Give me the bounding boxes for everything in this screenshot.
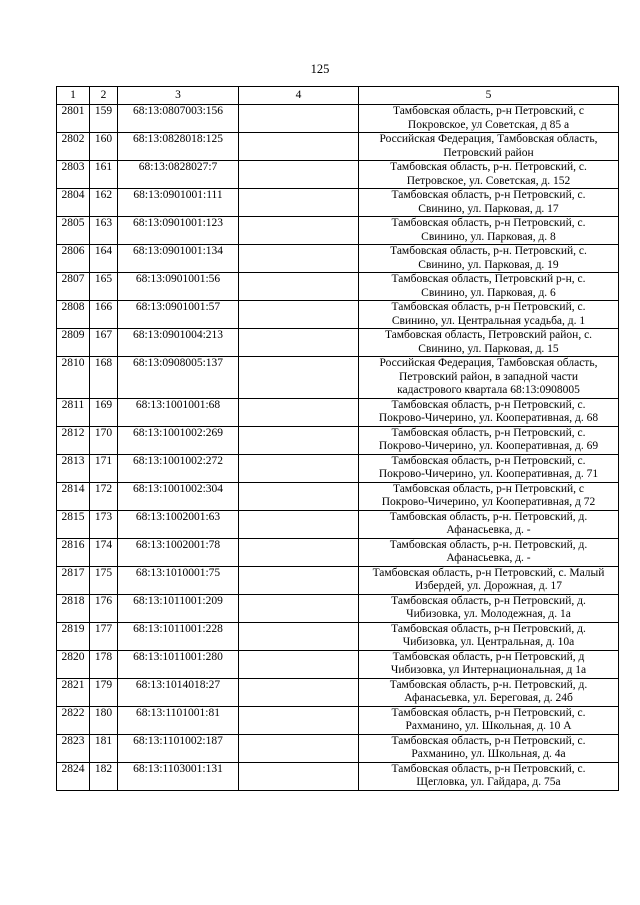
address-cell: Тамбовская область, р-н Петровский, с. Малый Избердей, ул. Дорожная, д. 17 (359, 566, 619, 594)
column-4-cell (239, 133, 359, 161)
row-number-cell: 2801 (57, 105, 90, 133)
row-index-cell: 172 (90, 482, 118, 510)
address-cell: Тамбовская область, р-н Петровский, д. Чибизовка, ул. Молодежная, д. 1а (359, 594, 619, 622)
address-cell: Тамбовская область, р-н Петровский, д Чибизовка, ул Интернациональная, д 1а (359, 650, 619, 678)
row-index-cell: 159 (90, 105, 118, 133)
column-4-cell (239, 454, 359, 482)
table-header-row (57, 87, 619, 105)
table-row (57, 217, 619, 245)
address-cell: Тамбовская область, р-н. Петровский, д. Афанасьевка, д. - (359, 510, 619, 538)
column-4-cell (239, 650, 359, 678)
row-number-cell: 2808 (57, 301, 90, 329)
column-4-cell (239, 594, 359, 622)
column-4-cell (239, 734, 359, 762)
row-index-cell: 165 (90, 273, 118, 301)
cadastral-number-cell: 68:13:1103001:131 (118, 762, 239, 790)
address-cell: Российская Федерация, Тамбовская область, Петровский район (359, 133, 619, 161)
row-number-cell: 2814 (57, 482, 90, 510)
row-number-cell: 2803 (57, 161, 90, 189)
row-index-cell: 168 (90, 357, 118, 399)
cadastral-number-cell: 68:13:0828027:7 (118, 161, 239, 189)
cadastral-number-cell: 68:13:1002001:78 (118, 538, 239, 566)
cadastral-number-cell: 68:13:0908005:137 (118, 357, 239, 399)
table-row (57, 622, 619, 650)
address-cell: Тамбовская область, р-н Петровский, с. Щегловка, ул. Гайдара, д. 75а (359, 762, 619, 790)
address-cell: Тамбовская область, р-н. Петровский, с. Петровское, ул. Советская, д. 152 (359, 161, 619, 189)
address-cell: Тамбовская область, р-н Петровский, с Покрово-Чичерино, ул Кооперативная, д 72 (359, 482, 619, 510)
table-row (57, 133, 619, 161)
column-4-cell (239, 357, 359, 399)
header-col-2: 2 (90, 87, 118, 105)
table-row (57, 301, 619, 329)
cadastral-number-cell: 68:13:0901004:213 (118, 329, 239, 357)
cadastral-number-cell: 68:13:1101001:81 (118, 706, 239, 734)
cadastral-number-cell: 68:13:0901001:57 (118, 301, 239, 329)
row-index-cell: 181 (90, 734, 118, 762)
header-col-3: 3 (118, 87, 239, 105)
cadastral-number-cell: 68:13:0901001:56 (118, 273, 239, 301)
cadastral-number-cell: 68:13:0828018:125 (118, 133, 239, 161)
cadastral-number-cell: 68:13:0901001:123 (118, 217, 239, 245)
row-number-cell: 2820 (57, 650, 90, 678)
table-row (57, 426, 619, 454)
address-cell: Тамбовская область, р-н Петровский, с. Свинино, ул. Центральная усадьба, д. 1 (359, 301, 619, 329)
row-index-cell: 162 (90, 189, 118, 217)
address-cell: Тамбовская область, р-н. Петровский, д. Афанасьевка, ул. Береговая, д. 24б (359, 678, 619, 706)
column-4-cell (239, 678, 359, 706)
address-cell: Тамбовская область, р-н Петровский, с. Рахманино, ул. Школьная, д. 10 А (359, 706, 619, 734)
row-index-cell: 176 (90, 594, 118, 622)
registry-table (56, 86, 619, 791)
header-col-5: 5 (359, 87, 619, 105)
table-row (57, 762, 619, 790)
table-row (57, 105, 619, 133)
row-number-cell: 2819 (57, 622, 90, 650)
cadastral-number-cell: 68:13:1002001:63 (118, 510, 239, 538)
column-4-cell (239, 538, 359, 566)
table-row (57, 273, 619, 301)
column-4-cell (239, 622, 359, 650)
table-row (57, 706, 619, 734)
row-index-cell: 164 (90, 245, 118, 273)
row-number-cell: 2807 (57, 273, 90, 301)
row-number-cell: 2823 (57, 734, 90, 762)
table-row (57, 594, 619, 622)
table-row (57, 329, 619, 357)
cadastral-number-cell: 68:13:0901001:111 (118, 189, 239, 217)
column-4-cell (239, 189, 359, 217)
cadastral-number-cell: 68:13:1001001:68 (118, 398, 239, 426)
address-cell: Тамбовская область, р-н Петровский, с. Покрово-Чичерино, ул. Кооперативная, д. 69 (359, 426, 619, 454)
row-number-cell: 2822 (57, 706, 90, 734)
address-cell: Тамбовская область, р-н Петровский, д. Чибизовка, ул. Центральная, д. 10а (359, 622, 619, 650)
cadastral-number-cell: 68:13:1001002:304 (118, 482, 239, 510)
row-index-cell: 163 (90, 217, 118, 245)
column-4-cell (239, 245, 359, 273)
table-row (57, 454, 619, 482)
address-cell: Российская Федерация, Тамбовская область, Петровский район, в западной части кадастрового квартала 68:13:0908005 (359, 357, 619, 399)
row-number-cell: 2804 (57, 189, 90, 217)
row-index-cell: 182 (90, 762, 118, 790)
table-row (57, 566, 619, 594)
row-index-cell: 160 (90, 133, 118, 161)
cadastral-number-cell: 68:13:1014018:27 (118, 678, 239, 706)
address-cell: Тамбовская область, р-н Петровский, с. Свинино, ул. Парковая, д. 17 (359, 189, 619, 217)
address-cell: Тамбовская область, р-н Петровский, с. Рахманино, ул. Школьная, д. 4а (359, 734, 619, 762)
row-number-cell: 2812 (57, 426, 90, 454)
cadastral-number-cell: 68:13:1001002:272 (118, 454, 239, 482)
table-row (57, 650, 619, 678)
row-index-cell: 177 (90, 622, 118, 650)
row-index-cell: 166 (90, 301, 118, 329)
column-4-cell (239, 706, 359, 734)
row-number-cell: 2815 (57, 510, 90, 538)
row-number-cell: 2813 (57, 454, 90, 482)
cadastral-number-cell: 68:13:0807003:156 (118, 105, 239, 133)
cadastral-number-cell: 68:13:1011001:228 (118, 622, 239, 650)
header-col-1: 1 (57, 87, 90, 105)
column-4-cell (239, 329, 359, 357)
table-body (57, 105, 619, 791)
row-index-cell: 179 (90, 678, 118, 706)
table-row (57, 482, 619, 510)
address-cell: Тамбовская область, р-н Петровский, с. Покрово-Чичерино, ул. Кооперативная, д. 71 (359, 454, 619, 482)
table-row (57, 678, 619, 706)
row-index-cell: 178 (90, 650, 118, 678)
row-number-cell: 2809 (57, 329, 90, 357)
column-4-cell (239, 105, 359, 133)
column-4-cell (239, 482, 359, 510)
column-4-cell (239, 426, 359, 454)
column-4-cell (239, 762, 359, 790)
row-index-cell: 174 (90, 538, 118, 566)
column-4-cell (239, 217, 359, 245)
column-4-cell (239, 273, 359, 301)
row-number-cell: 2821 (57, 678, 90, 706)
address-cell: Тамбовская область, Петровский р-н, с. Свинино, ул. Парковая, д. 6 (359, 273, 619, 301)
column-4-cell (239, 301, 359, 329)
row-number-cell: 2816 (57, 538, 90, 566)
row-number-cell: 2811 (57, 398, 90, 426)
cadastral-number-cell: 68:13:1011001:209 (118, 594, 239, 622)
address-cell: Тамбовская область, р-н. Петровский, д. Афанасьевка, д. - (359, 538, 619, 566)
row-number-cell: 2806 (57, 245, 90, 273)
table-row (57, 357, 619, 399)
column-4-cell (239, 398, 359, 426)
table-row (57, 245, 619, 273)
row-number-cell: 2810 (57, 357, 90, 399)
table-row (57, 161, 619, 189)
cadastral-number-cell: 68:13:1101002:187 (118, 734, 239, 762)
address-cell: Тамбовская область, р-н. Петровский, с. Свинино, ул. Парковая, д. 19 (359, 245, 619, 273)
table-row (57, 734, 619, 762)
address-cell: Тамбовская область, Петровский район, с. Свинино, ул. Парковая, д. 15 (359, 329, 619, 357)
row-index-cell: 173 (90, 510, 118, 538)
row-number-cell: 2802 (57, 133, 90, 161)
table-row (57, 538, 619, 566)
page-number: 125 (310, 62, 330, 76)
table-row (57, 510, 619, 538)
row-index-cell: 170 (90, 426, 118, 454)
row-number-cell: 2805 (57, 217, 90, 245)
row-index-cell: 175 (90, 566, 118, 594)
table-row (57, 189, 619, 217)
cadastral-number-cell: 68:13:1001002:269 (118, 426, 239, 454)
address-cell: Тамбовская область, р-н Петровский, с. Покрово-Чичерино, ул. Кооперативная, д. 68 (359, 398, 619, 426)
row-index-cell: 161 (90, 161, 118, 189)
column-4-cell (239, 566, 359, 594)
address-cell: Тамбовская область, р-н Петровский, с Покровское, ул Советская, д 85 а (359, 105, 619, 133)
column-4-cell (239, 161, 359, 189)
header-col-4: 4 (239, 87, 359, 105)
row-number-cell: 2824 (57, 762, 90, 790)
row-number-cell: 2818 (57, 594, 90, 622)
cadastral-number-cell: 68:13:0901001:134 (118, 245, 239, 273)
cadastral-number-cell: 68:13:1011001:280 (118, 650, 239, 678)
row-index-cell: 169 (90, 398, 118, 426)
row-index-cell: 171 (90, 454, 118, 482)
address-cell: Тамбовская область, р-н Петровский, с. Свинино, ул. Парковая, д. 8 (359, 217, 619, 245)
cadastral-number-cell: 68:13:1010001:75 (118, 566, 239, 594)
column-4-cell (239, 510, 359, 538)
row-index-cell: 167 (90, 329, 118, 357)
table-row (57, 398, 619, 426)
row-number-cell: 2817 (57, 566, 90, 594)
row-index-cell: 180 (90, 706, 118, 734)
